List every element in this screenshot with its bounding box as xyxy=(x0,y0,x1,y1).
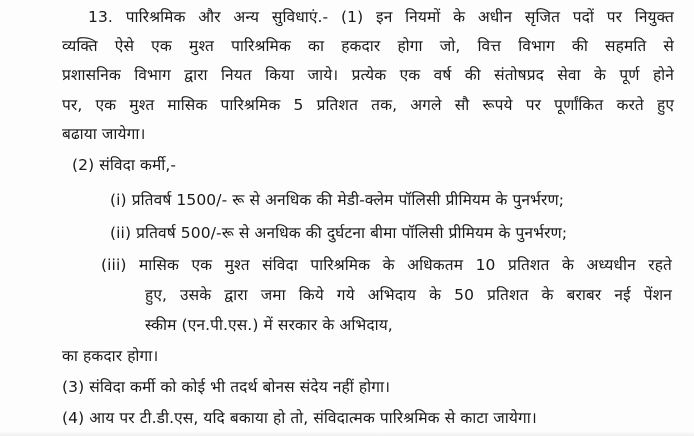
clause-2-item-i: (i) प्रतिवर्ष 1500/- रू से अनधिक की मेडी-क्लेम पॉलिसी प्रीमियम के पुनर्भरण; xyxy=(110,191,565,209)
clause-2-item-iii-line-3: स्कीम (एन.पी.एस.) में सरकार के अभिदाय, xyxy=(145,316,393,334)
clause-4: (4) आय पर टी.डी.एस, यदि बकाया हो तो, संविदात्मक पारिश्रमिक से काटा जायेगा। xyxy=(62,409,537,427)
clause-2-item-ii: (ii) प्रतिवर्ष 500/-रू से अनधिक की दुर्घटना बीमा पॉलिसी प्रीमियम के पुनर्भरण; xyxy=(110,224,568,242)
clause-2-item-iii-line-1: (iii) मासिक एक मुश्त संविदा पारिश्रमिक के अधिकतम 10 प्रतिशत के अध्यधीन रहते xyxy=(101,256,672,274)
clause-2-item-iii-line-2: हुए, उसके द्वारा जमा किये गये अभिदाय के 50 प्रतिशत के बराबर नई पेंशन xyxy=(145,286,672,304)
clause-13-line-4: पर, एक मुश्त मासिक पारिश्रमिक 5 प्रतिशत तक, अगले सौ रूपये पर पूर्णांकित करते हुए xyxy=(62,96,674,114)
clause-3: (3) संविदा कर्मी को कोई भी तदर्थ बोनस संदेय नहीं होगा। xyxy=(62,378,391,396)
clause-2-heading: (2) संविदा कर्मी,- xyxy=(72,156,177,174)
page-bottom-edge xyxy=(0,430,694,436)
clause-2-closing: का हकदार होगा। xyxy=(62,347,159,365)
clause-13-line-1: 13. पारिश्रमिक और अन्य सुविधाएं.- (1) इन नियमों के अधीन सृजित पदों पर नियुक्त xyxy=(88,8,674,26)
clause-13-line-3: प्रशासनिक विभाग द्वारा नियत किया जाये। प्रत्येक एक वर्ष की संतोषप्रद सेवा के पूर्ण होने xyxy=(62,66,674,84)
clause-13-line-2: व्यक्ति ऐसे एक मुश्त पारिश्रमिक का हकदार होगा जो, वित्त विभाग की सहमति से xyxy=(62,37,674,55)
clause-13-line-5: बढाया जायेगा। xyxy=(62,125,146,143)
